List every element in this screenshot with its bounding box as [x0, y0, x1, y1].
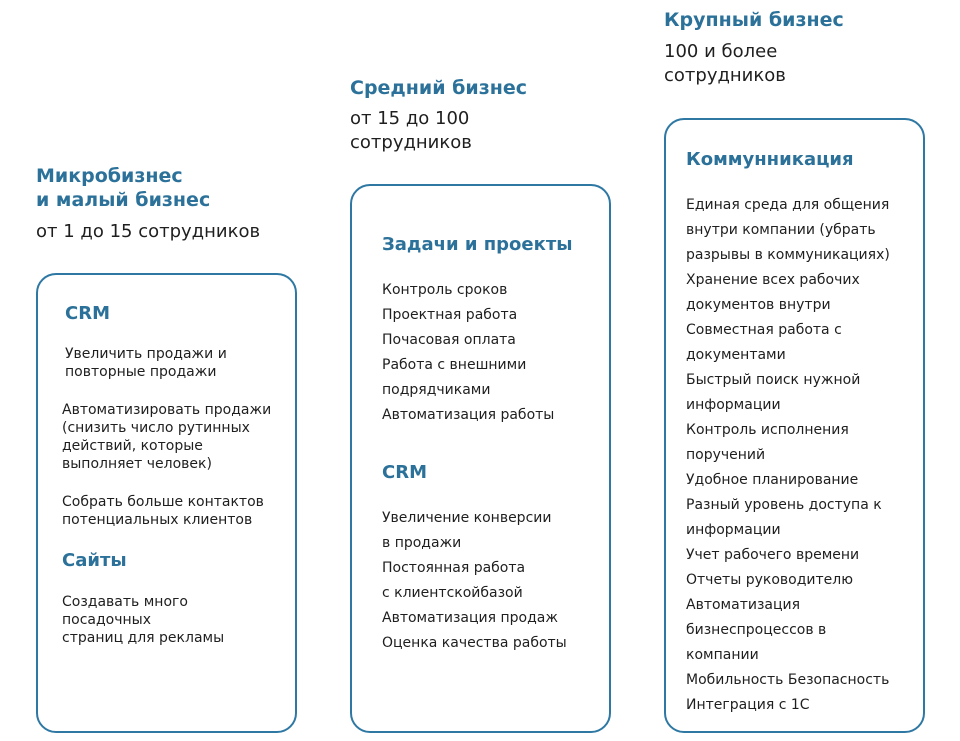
card-large-business [664, 118, 925, 733]
list-item: Собрать больше контактов потенциальных клиентов [62, 494, 264, 528]
list-item: Увеличить продажи и повторные продажи [65, 346, 227, 380]
column-title-small-business: Микробизнес и малый бизнес [36, 165, 211, 211]
column-subtitle-large-business: 100 и более сотрудников [664, 41, 786, 86]
section-title-crm: CRM [65, 303, 110, 324]
list-item: Работа с внешними подрядчиками [382, 357, 527, 398]
column-title-medium-business: Средний бизнес [350, 77, 528, 99]
section-title-sites: Сайты [62, 550, 127, 571]
list-item: Единая среда для общения внутри компании (убрать разрывы в коммуникациях) [686, 197, 890, 263]
list-item: Быстрый поиск нужной информации [686, 372, 861, 413]
list-item: Совместная работа с документами [686, 322, 842, 363]
list-item: Автоматизировать продажи (снизить число рутинных действий, которые выполняет человек) [62, 402, 272, 472]
list-item: Контроль исполнения поручений [686, 422, 849, 463]
list-item: Разный уровень доступа к информации [686, 497, 882, 538]
section-title-crm: CRM [382, 462, 427, 483]
list-communication [686, 193, 924, 718]
section-title-tasks-projects: Задачи и проекты [382, 234, 573, 255]
list-item: Учет рабочего времени [686, 547, 860, 563]
list-item: Автоматизация продаж [382, 610, 558, 626]
list-item: Создавать много посадочных страниц для рекламы [62, 594, 225, 646]
list-item: Хранение всех рабочих документов внутри [686, 272, 860, 313]
card-medium-business [350, 184, 611, 733]
list-item: Контроль сроков [382, 282, 508, 298]
column-subtitle-small-business: от 1 до 15 сотрудников [36, 221, 261, 242]
list-crm [382, 506, 607, 656]
list-item: Увеличение конверсии в продажи [382, 510, 552, 551]
section-title-communication: Коммунникация [686, 149, 854, 170]
list-item: Почасовая оплата [382, 332, 516, 348]
column-subtitle-medium-business: от 15 до 100 сотрудников [350, 108, 472, 153]
list-tasks-projects [382, 278, 607, 428]
list-item: Автоматизация работы [382, 407, 555, 423]
list-item: Отчеты руководителю [686, 572, 854, 588]
card-small-business [36, 273, 297, 733]
list-item: Удобное планирование [686, 472, 859, 488]
list-item: Постоянная работа с клиентскойбазой [382, 560, 526, 601]
list-item: Оценка качества работы [382, 635, 567, 651]
list-item: Интеграция с 1С [686, 697, 810, 713]
list-item: Мобильность Безопасность [686, 672, 890, 688]
list-item: Автоматизация бизнеспроцессов в компании [686, 597, 827, 663]
column-title-large-business: Крупный бизнес [664, 9, 844, 31]
list-item: Проектная работа [382, 307, 518, 323]
